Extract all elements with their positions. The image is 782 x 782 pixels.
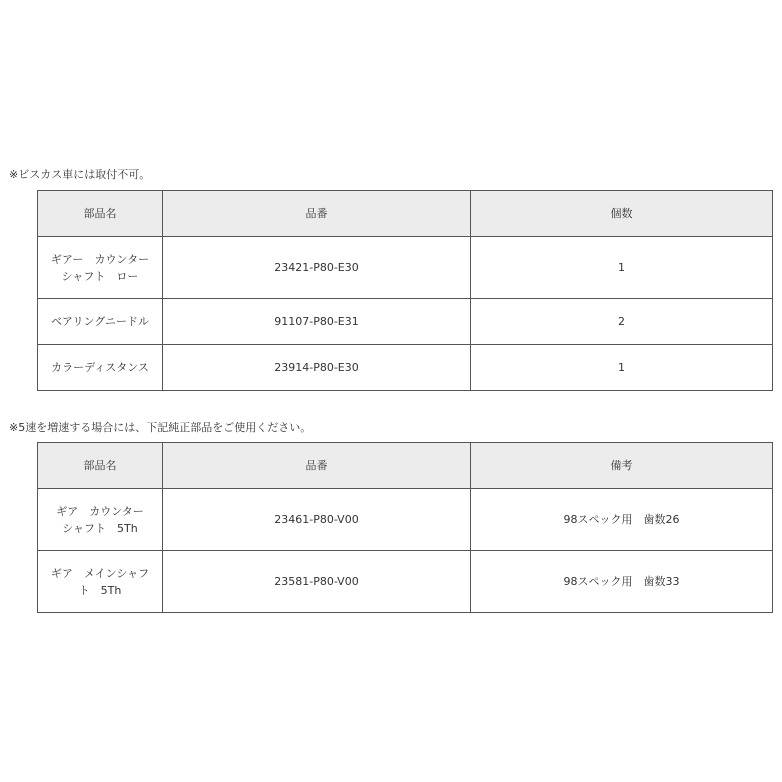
part-name-line: ギアー カウンター [50,252,150,266]
table-row [38,489,773,551]
quantity-cell: 1 [471,345,773,391]
part-name-cell: ベアリングニードル [38,299,163,345]
header-part-number: 品番 [163,443,471,489]
header-part-number: 品番 [163,191,471,237]
part-name-line: ギア メインシャフ [50,566,150,580]
remark-cell: 98スペック用 歯数26 [471,489,773,551]
part-name-cell: カラーディスタンス [38,345,163,391]
part-number-cell: 23581-P80-V00 [163,551,471,613]
header-part-name: 部品名 [38,191,163,237]
header-remark: 備考 [471,443,773,489]
table-header-row [38,443,773,489]
table-row [38,299,773,345]
part-name-line: ギア カウンター [56,504,144,518]
remark-cell: 98スペック用 歯数33 [471,551,773,613]
table-row [38,237,773,299]
parts-table-2 [37,442,773,613]
table-row [38,551,773,613]
table-row [38,345,773,391]
header-quantity: 個数 [471,191,773,237]
part-number-cell: 23914-P80-E30 [163,345,471,391]
quantity-cell: 1 [471,237,773,299]
note-5th-gear-upgrade: ※5速を増速する場合には、下記純正部品をご使用ください。 [9,421,312,434]
header-part-name: 部品名 [38,443,163,489]
quantity-cell: 2 [471,299,773,345]
part-name-line: シャフト 5Th [62,521,138,535]
part-name-cell [38,489,163,551]
part-name-line: ト 5Th [78,583,122,597]
part-number-cell: 23421-P80-E30 [163,237,471,299]
note-viscous-incompatible: ※ビスカス車には取付不可。 [9,168,151,181]
part-number-cell: 91107-P80-E31 [163,299,471,345]
part-number-cell: 23461-P80-V00 [163,489,471,551]
part-name-line: シャフト ロー [61,269,139,283]
parts-table-1 [37,190,773,391]
part-name-cell [38,551,163,613]
part-name-cell [38,237,163,299]
table-header-row [38,191,773,237]
